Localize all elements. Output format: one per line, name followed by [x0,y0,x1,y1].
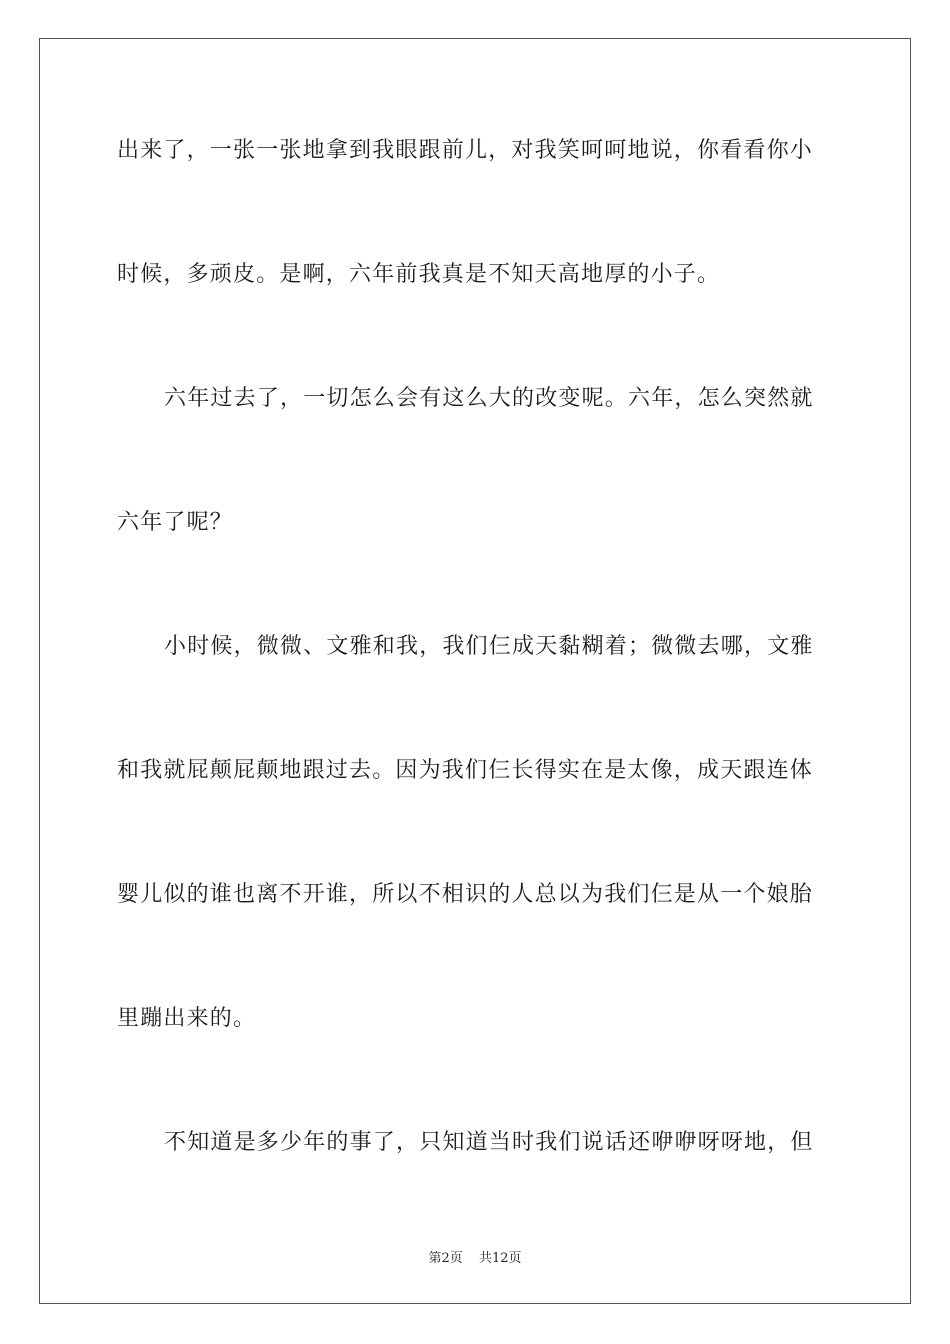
text-line: 里蹦出来的。 [117,1006,257,1031]
document-body [117,120,833,1174]
line-gap [117,802,833,864]
text-line: 不知道是多少年的事了，只知道当时我们说话还咿咿呀呀地，但 [164,1130,814,1155]
line-gap [117,554,833,616]
text-line: 六年了呢？ [117,510,234,535]
line-gap [117,1050,833,1112]
line-gap [117,926,833,988]
page-number: 第2页 [428,1251,463,1266]
text-line: 六年过去了，一切怎么会有这么大的改变呢。六年，怎么突然就 [164,386,814,411]
text-line: 婴儿似的谁也离不开谁，所以不相识的人总以为我们仨是从一个娘胎 [117,882,814,907]
text-line: 和我就屁颠屁颠地跟过去。因为我们仨长得实在是太像，成天跟连体 [117,758,814,783]
line-gap [117,678,833,740]
line-gap [117,306,833,368]
text-line: 小时候，微微、文雅和我，我们仨成天黏糊着；微微去哪，文雅 [164,634,814,659]
text-line: 时候，多顽皮。是啊，六年前我真是不知天高地厚的小子。 [117,262,721,287]
page-footer [0,1247,950,1266]
line-gap [117,182,833,244]
text-line: 出来了，一张一张地拿到我眼跟前儿，对我笑呵呵地说，你看看你小 [117,138,814,163]
line-gap [117,430,833,492]
page-total: 共12页 [478,1251,522,1266]
